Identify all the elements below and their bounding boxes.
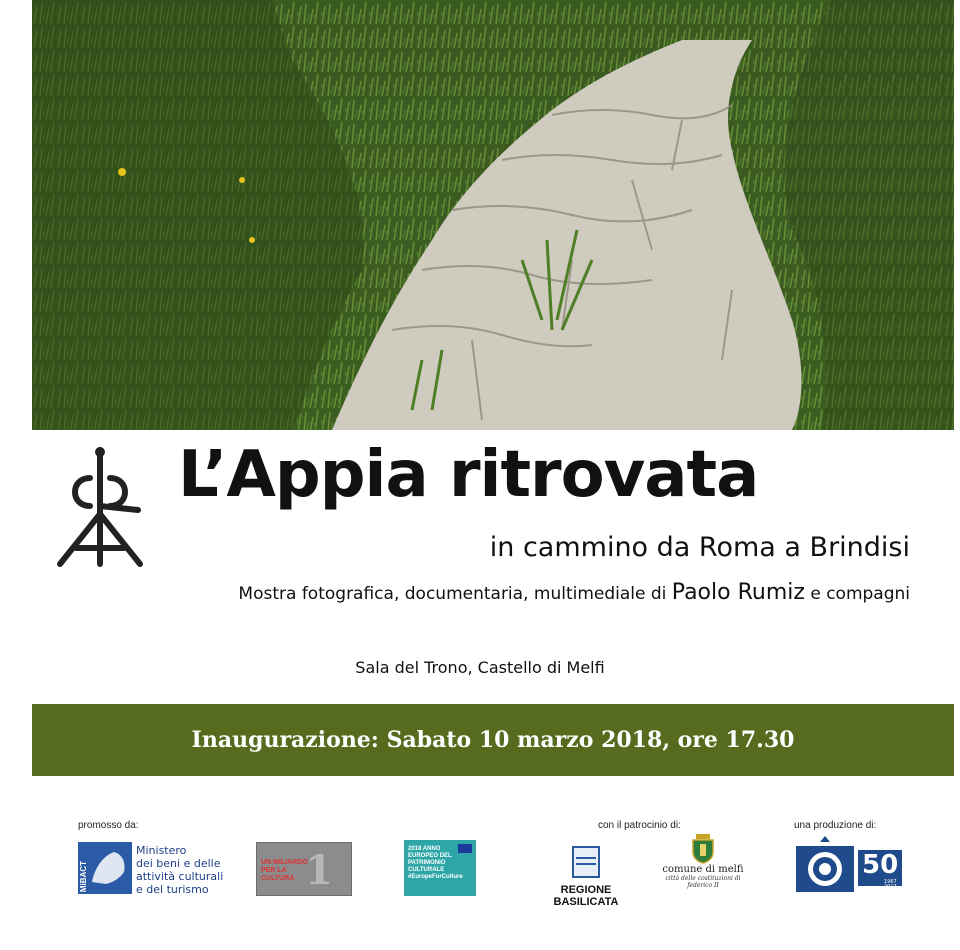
mibact-logo xyxy=(78,842,238,896)
regione-label: REGIONE BASILICATA xyxy=(553,884,619,908)
comune-sub: città delle costituzioni di federico II xyxy=(665,875,741,889)
mibact-emblem xyxy=(78,842,132,894)
author-name: Paolo Rumiz xyxy=(671,580,805,605)
miliardo-text: UN MILIARDO PER LA CULTURA xyxy=(261,859,308,882)
miliardo-number: 1 xyxy=(305,847,333,894)
anno-europeo-text: 2018 ANNO EUROPEO DEL PATRIMONIO CULTURALE #EuropeForCulture xyxy=(408,846,463,880)
appia-monogram-logo xyxy=(52,444,148,570)
production-logo xyxy=(796,836,906,896)
description-prefix: Mostra fotografica, documentaria, multimediale di xyxy=(238,584,667,604)
production-label: una produzione di: xyxy=(794,820,877,831)
regione-basilicata-logo xyxy=(530,846,642,908)
regione-shield-icon xyxy=(572,846,600,878)
mibact-line: attività culturali xyxy=(136,870,224,883)
miliardo-cultura-logo xyxy=(256,842,352,896)
poster-subtitle: in cammino da Roma a Brindisi xyxy=(489,532,910,563)
venue-text: Sala del Trono, Castello di Melfi xyxy=(355,658,605,677)
poster-description xyxy=(238,580,910,605)
inauguration-banner xyxy=(32,704,954,776)
mibact-line: e del turismo xyxy=(136,883,209,896)
melfi-crest-icon xyxy=(690,834,716,864)
mibact-text xyxy=(136,844,223,896)
appia-road-image xyxy=(32,0,954,430)
mibact-line: dei beni e delle xyxy=(136,857,221,870)
poster-title: L’Appia ritrovata xyxy=(178,438,759,512)
mibact-short: MiBACT xyxy=(79,860,88,892)
promoted-by-label: promosso da: xyxy=(78,820,139,831)
hero-photo xyxy=(32,0,954,430)
patronage-label: con il patrocinio di: xyxy=(598,820,681,831)
production-years: 1967 2017 xyxy=(884,879,897,890)
comune-name: comune di melfi xyxy=(662,864,744,875)
inauguration-text: Inaugurazione: Sabato 10 marzo 2018, ore 17.30 xyxy=(191,727,795,753)
mibact-line: Ministero xyxy=(136,844,187,857)
comune-melfi-logo xyxy=(662,834,744,906)
anno-europeo-logo xyxy=(404,840,476,896)
production-number: 50 xyxy=(862,850,899,880)
description-suffix: e compagni xyxy=(810,584,910,604)
